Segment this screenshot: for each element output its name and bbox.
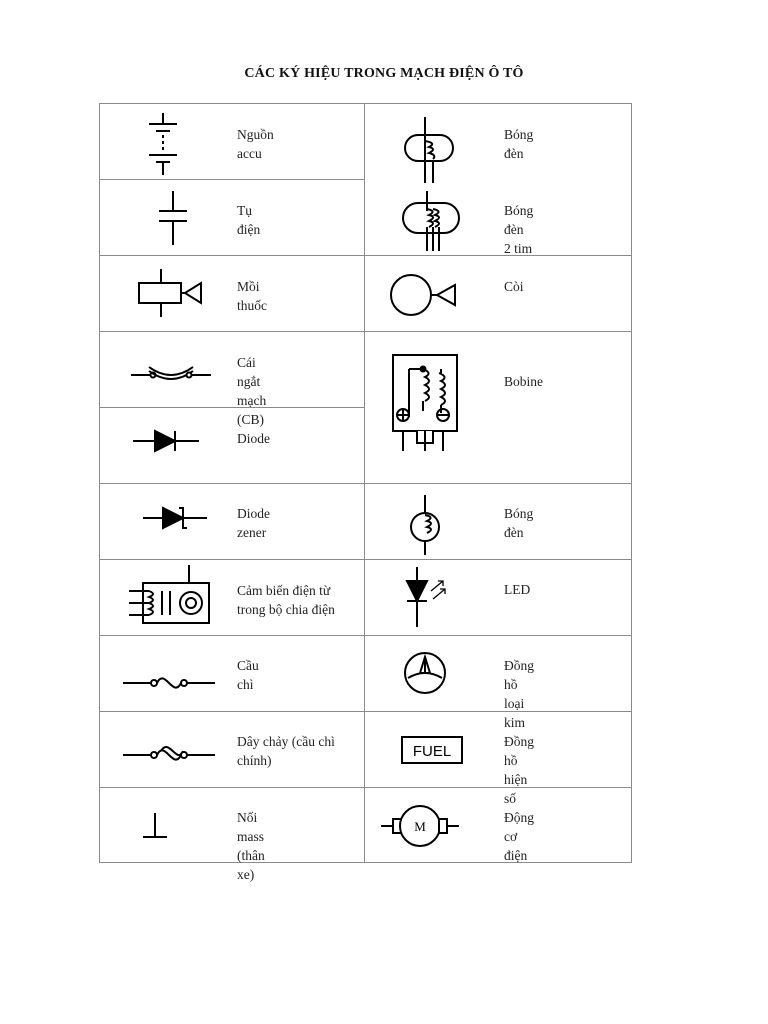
symbol-label: Nguồn accu <box>237 127 274 161</box>
symbol-label: Còi <box>504 279 524 294</box>
table-border-bottom <box>99 862 632 863</box>
diode-icon <box>131 429 201 453</box>
digital-gauge-text: FUEL <box>412 743 452 760</box>
symbol-label: Mồi thuốc <box>237 279 267 313</box>
row-divider <box>364 559 632 560</box>
symbol-label: Bóng đèn 2 tim <box>504 203 534 256</box>
symbol-label: Đồng hồ hiện số <box>504 734 534 806</box>
row-divider <box>99 711 365 712</box>
zener-diode-icon <box>141 505 211 531</box>
symbol-label: Diode <box>237 431 270 446</box>
motor-letter: M <box>414 819 426 834</box>
symbol-label: Cái ngắt mạch (CB) <box>237 355 267 427</box>
page-title: CÁC KÝ HIỆU TRONG MẠCH ĐIỆN Ô TÔ <box>244 66 524 81</box>
electric-motor-icon <box>379 803 461 849</box>
symbol-label: Dây chảy (cầu chì chính) <box>237 734 335 768</box>
ignition-coil-icon <box>389 351 461 455</box>
row-divider <box>364 635 632 636</box>
symbol-label: Bóng đèn <box>504 506 534 540</box>
row-divider <box>364 483 632 484</box>
cigarette-lighter-icon <box>135 267 205 323</box>
row-divider <box>364 331 632 332</box>
circuit-breaker-icon <box>129 361 213 385</box>
symbol-label: Nối mass (thân xe) <box>237 810 265 882</box>
row-divider <box>99 407 365 408</box>
symbol-label: Bobine <box>504 374 543 389</box>
bulb-icon <box>401 115 457 185</box>
row-divider <box>99 635 365 636</box>
row-divider <box>99 179 365 180</box>
row-divider <box>364 711 632 712</box>
led-icon <box>401 565 457 631</box>
fusible-link-icon <box>121 739 217 767</box>
battery-icon <box>143 111 183 177</box>
row-divider <box>99 483 365 484</box>
symbol-label: Tụ điện <box>237 203 261 237</box>
fuse-icon <box>121 669 217 693</box>
digital-gauge-icon <box>401 736 463 764</box>
symbol-label: Động cơ điện <box>504 810 534 863</box>
row-divider <box>99 255 365 256</box>
table-border-top <box>99 103 632 104</box>
magnetic-sensor-icon <box>127 563 215 629</box>
capacitor-icon <box>153 189 193 249</box>
row-divider <box>99 331 365 332</box>
symbol-label: Diode zener <box>237 506 270 540</box>
symbol-label: Đồng hồ loại kim <box>504 658 534 730</box>
small-bulb-icon <box>405 493 445 557</box>
analog-gauge-icon <box>403 651 447 695</box>
symbol-label: Cầu chì <box>237 658 259 692</box>
row-divider <box>99 559 365 560</box>
symbol-label: LED <box>504 582 531 597</box>
row-divider <box>99 787 365 788</box>
symbol-label: Bóng đèn <box>504 127 534 161</box>
dual-filament-bulb-icon <box>399 189 463 253</box>
ground-icon <box>141 809 171 841</box>
row-divider <box>364 787 632 788</box>
symbol-label: Cảm biến điện từ trong bộ chia điện <box>237 583 335 617</box>
horn-icon <box>389 273 459 317</box>
symbol-table <box>99 103 632 882</box>
row-divider <box>364 255 632 256</box>
